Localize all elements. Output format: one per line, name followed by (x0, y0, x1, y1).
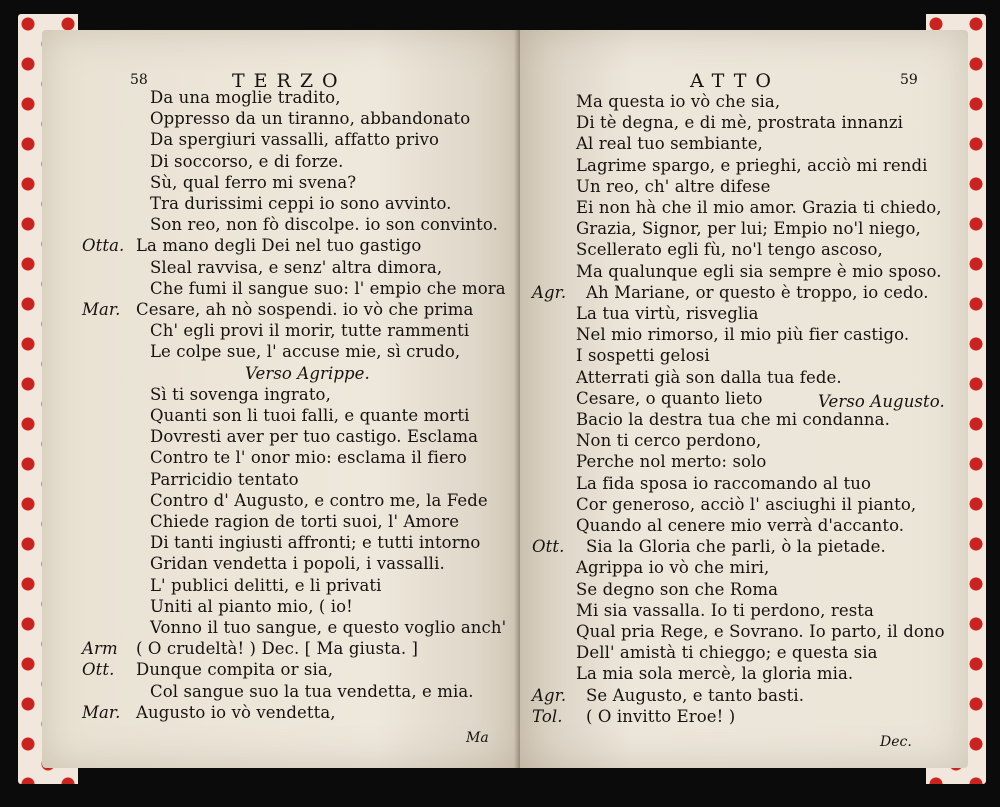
verse-line: ( O invitto Eroe! ) (586, 706, 736, 726)
verse-line: Contro te l' onor mio: esclama il fiero (150, 448, 467, 468)
verse-line: Bacio la destra tua che mi condanna. (576, 410, 890, 429)
verse-line: Sleal ravvisa, e senz' altra dimora, (150, 257, 443, 277)
right-running-header: ATTO (690, 70, 780, 92)
verse-line: La mia sola mercè, la gloria mia. (576, 664, 854, 684)
verse-line: Ma qualunque egli sia sempre è mio sposo. (576, 261, 942, 281)
verse-line: Atterrati già son dalla tua fede. (576, 367, 842, 387)
speaker-label: Ott. (532, 537, 565, 557)
verse-line: Verso Agrippe. (245, 363, 370, 383)
left-catchword: Ma (466, 730, 489, 746)
verse-line: Quando al cenere mio verrà d'accanto. (576, 516, 905, 535)
verse-line: Sia la Gloria che parli, ò la pietade. (586, 537, 886, 557)
verse-line: Lagrime spargo, e prieghi, acciò mi rendi (576, 155, 928, 175)
speaker-label: Mar. (82, 300, 121, 319)
verse-line: I sospetti gelosi (576, 346, 710, 366)
right-page (520, 30, 968, 768)
left-page (42, 30, 520, 768)
verse-line: Oppresso da un tiranno, abbandonato (150, 109, 471, 129)
verse-line: Un reo, ch' altre difese (576, 176, 771, 196)
verse-line: Contro d' Augusto, e contro me, la Fede (150, 490, 488, 510)
verse-line: Ah Mariane, or questo è troppo, io cedo. (586, 282, 929, 302)
verse-line: Nel mio rimorso, il mio più fier castigo. (576, 325, 910, 345)
right-catchword: Dec. (880, 734, 912, 750)
verse-line: Son reo, non fò discolpe. io son convinto. (150, 215, 498, 235)
verse-line: Da una moglie tradito, (150, 88, 341, 107)
speaker-label: Mar. (82, 702, 121, 722)
verse-line: Dunque compita or sia, (136, 660, 334, 680)
verse-line: ( O crudeltà! ) Dec. [ Ma giusta. ] (136, 639, 419, 659)
verse-line: Non ti cerco perdono, (576, 431, 762, 451)
speaker-label: Arm (82, 639, 118, 659)
verse-line: Cesare, o quanto lieto (576, 388, 763, 408)
verse-line: Qual pria Rege, e Sovrano. Io parto, il dono (576, 622, 945, 641)
right-page-number: 59 (900, 72, 918, 88)
left-running-header: TERZO (232, 70, 347, 92)
verse-line: Cesare, ah nò sospendi. io vò che prima (136, 300, 474, 319)
verse-line: Le colpe sue, l' accuse mie, sì crudo, (150, 342, 461, 362)
verse-line: Al real tuo sembiante, (576, 134, 763, 154)
verse-line: Dovresti aver per tuo castigo. Esclama (150, 427, 479, 447)
left-page-number: 58 (130, 72, 148, 88)
verse-line: Scellerato egli fù, no'l tengo ascoso, (576, 240, 883, 260)
verse-line: Gridan vendetta i popoli, i vassalli. (150, 554, 445, 574)
verse-line: Augusto io vò vendetta, (136, 702, 336, 722)
verse-line: Chiede ragion de torti suoi, l' Amore (150, 512, 460, 531)
verse-line: Col sangue suo la tua vendetta, e mia. (150, 681, 474, 701)
verse-line: Cor generoso, acciò l' asciughi il pianto, (576, 494, 917, 514)
verse-line: Ch' egli provi il morir, tutte rammenti (150, 321, 470, 341)
verse-line: Di tanti ingiusti affronti; e tutti intorno (150, 533, 481, 553)
speaker-label: Ott. (82, 660, 115, 680)
stage-direction: Verso Augusto. (818, 392, 945, 411)
verse-line: Se Augusto, e tanto basti. (586, 685, 805, 705)
speaker-label: Tol. (532, 706, 563, 726)
verse-line: Di soccorso, e di forze. (150, 151, 344, 171)
verse-line: Sù, qual ferro mi svena? (150, 172, 357, 192)
book (18, 14, 986, 784)
verse-line: Perche nol merto: solo (576, 452, 767, 472)
speaker-label: Agr. (532, 685, 567, 705)
verse-line: Grazia, Signor, per lui; Empio no'l niego, (576, 219, 921, 239)
speaker-label: Agr. (532, 282, 567, 302)
verse-line: Dell' amistà ti chieggo; e questa sia (576, 643, 878, 663)
verse-line: Sì ti sovenga ingrato, (150, 384, 331, 404)
verse-line: Di tè degna, e di mè, prostrata innanzi (576, 113, 904, 133)
verse-line: La fida sposa io raccomando al tuo (576, 473, 871, 493)
speaker-label: Otta. (82, 236, 125, 256)
verse-line: Uniti al pianto mio, ( io! (150, 596, 353, 616)
verse-line: La tua virtù, risveglia (576, 304, 759, 323)
verse-line: L' publici delitti, e li privati (150, 575, 382, 595)
verse-line: Che fumi il sangue suo: l' empio che mora (150, 278, 506, 298)
verse-line: Parricidio tentato (150, 469, 299, 489)
verse-line: Agrippa io vò che miri, (576, 558, 770, 578)
verse-line: La mano degli Dei nel tuo gastigo (136, 236, 422, 256)
verse-line: Quanti son li tuoi falli, e quante morti (150, 406, 470, 425)
verse-line: Ei non hà che il mio amor. Grazia ti chiedo, (576, 198, 942, 217)
verse-line: Da spergiuri vassalli, affatto privo (150, 130, 440, 150)
verse-line: Se degno son che Roma (576, 579, 779, 599)
verse-line: Vonno il tuo sangue, e questo voglio anch' (150, 618, 507, 637)
verse-line: Ma questa io vò che sia, (576, 92, 781, 111)
verse-line: Mi sia vassalla. Io ti perdono, resta (576, 600, 874, 620)
verse-line: Tra durissimi ceppi io sono avvinto. (150, 194, 452, 213)
